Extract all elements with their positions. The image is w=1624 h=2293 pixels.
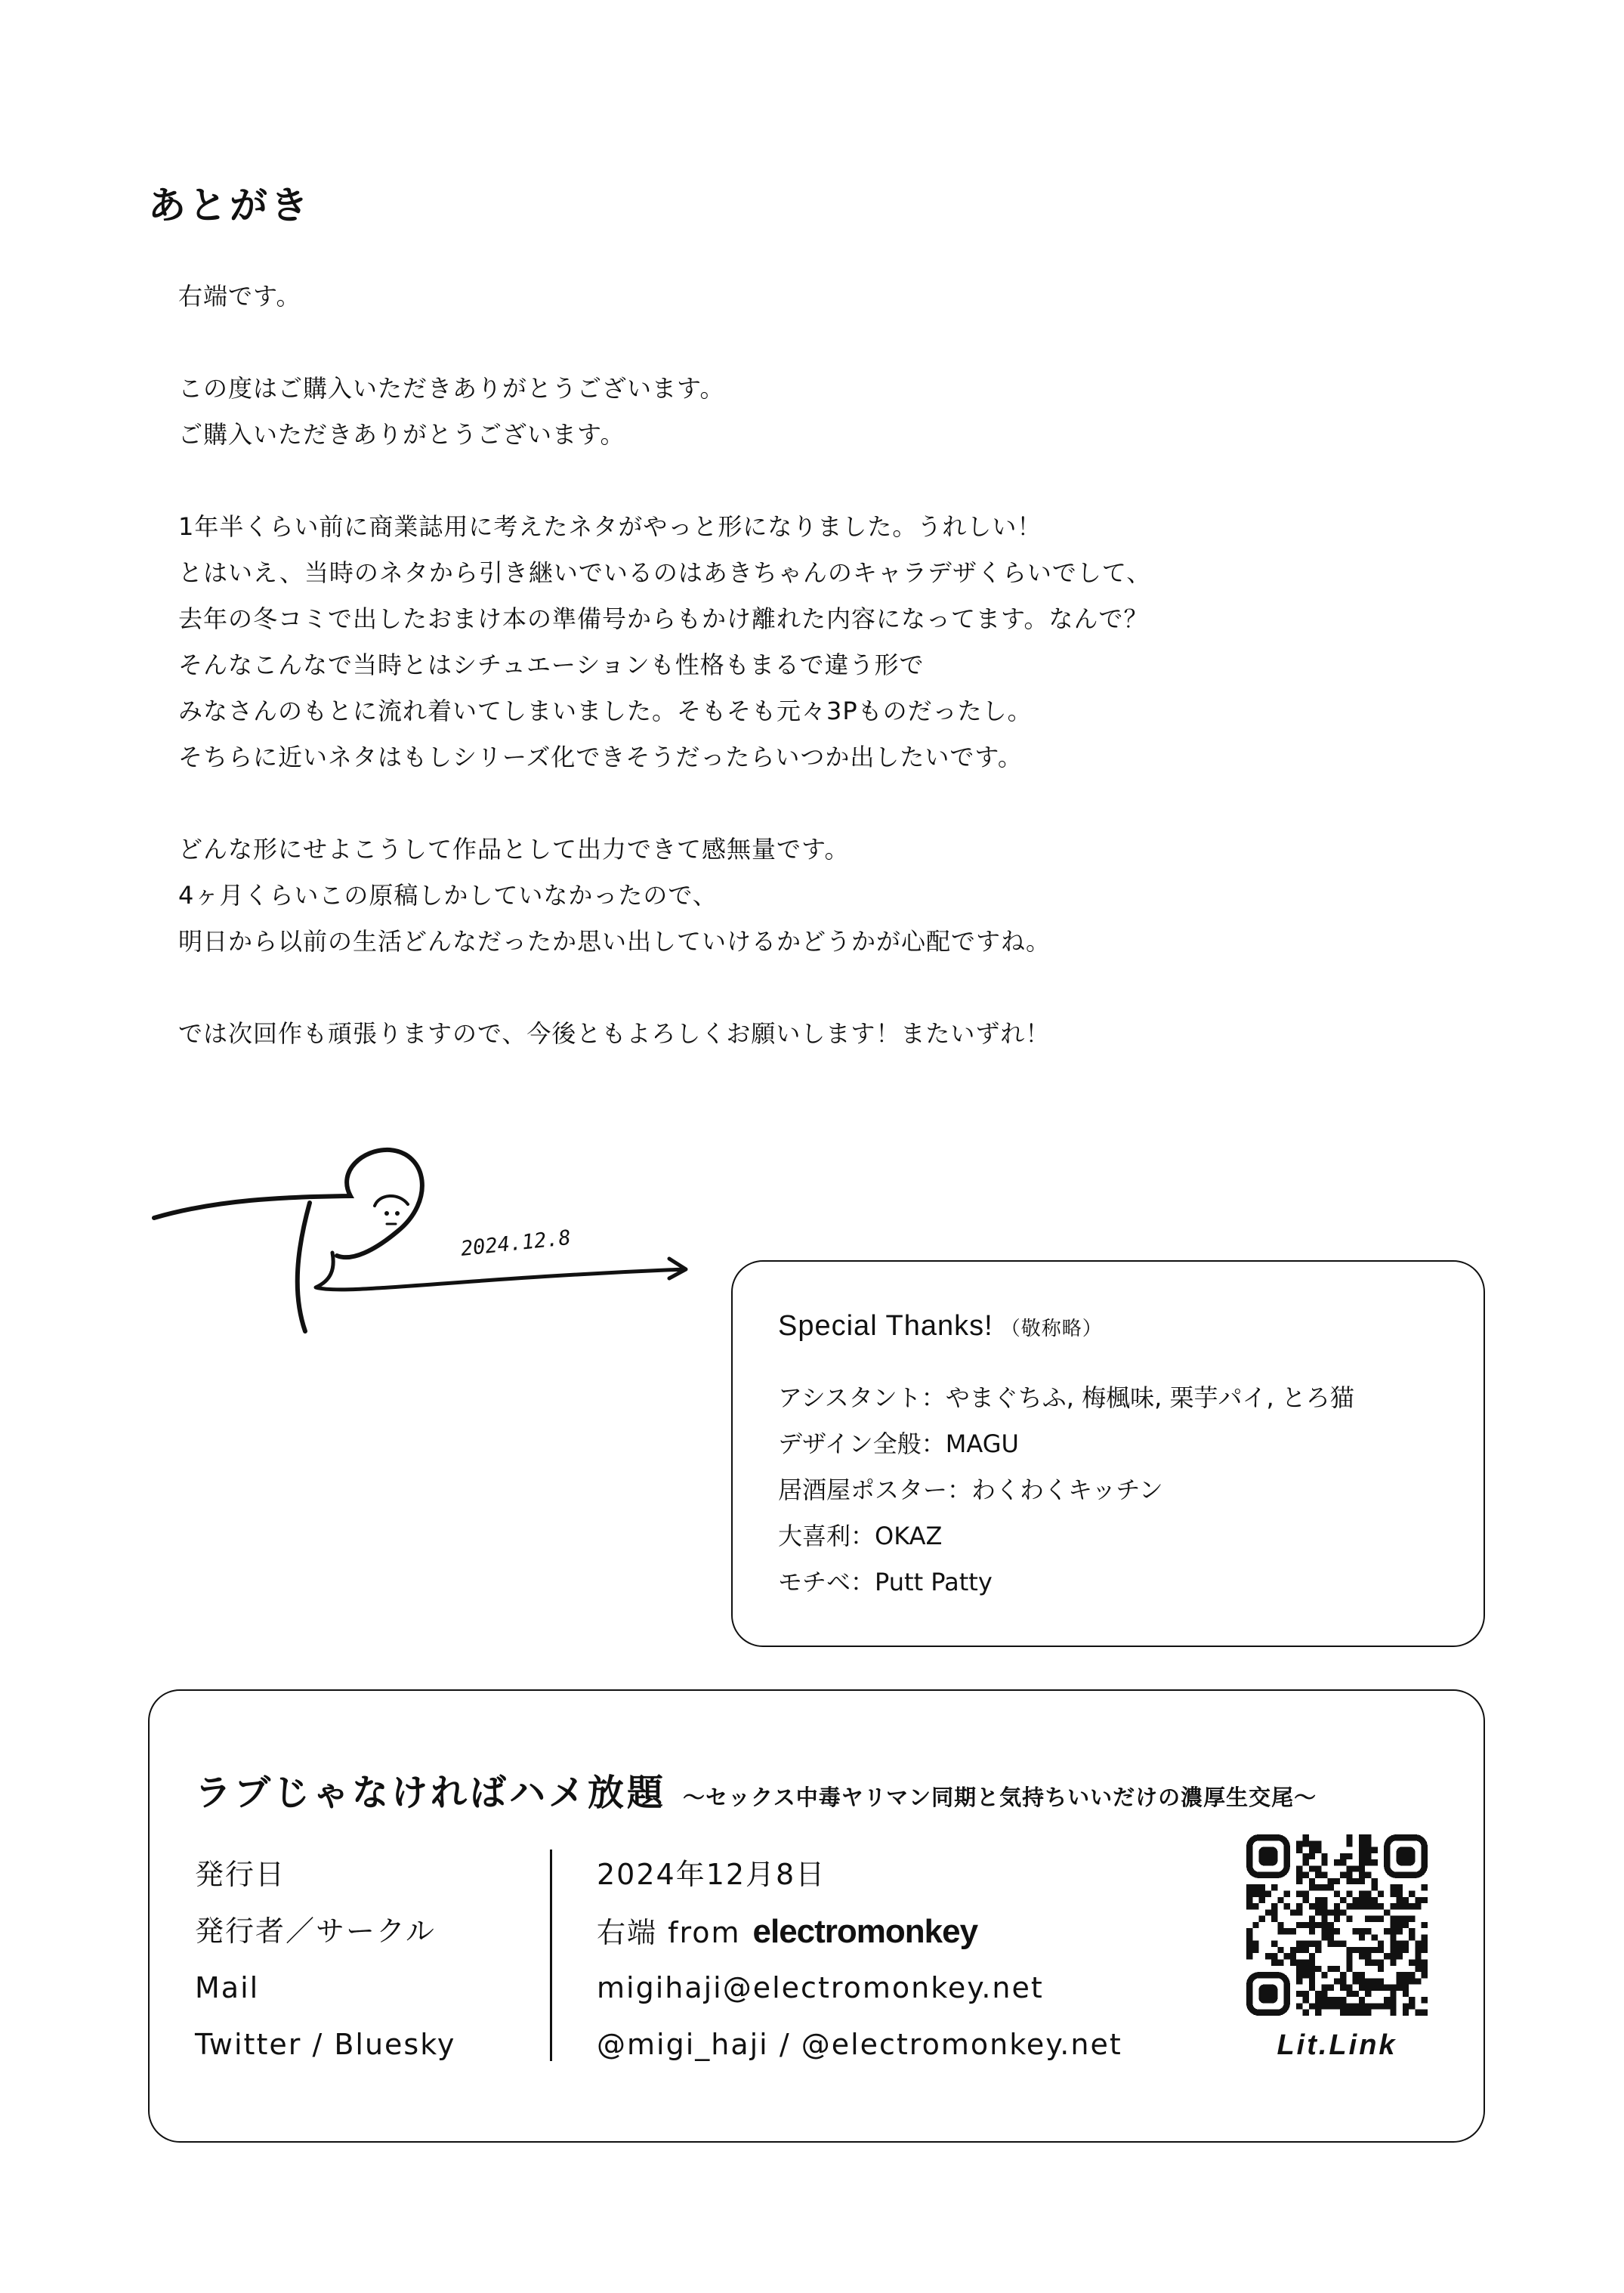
afterword-heading: あとがき <box>148 184 311 227</box>
afterword-line: では次回作も頑張りますので、今後ともよろしくお願いします！またいずれ！ <box>178 1019 1051 1048</box>
colophon-labels <box>195 1846 455 2073</box>
book-subtitle: ～セックス中毒ヤリマン同期と気持ちいいだけの濃厚生交尾～ <box>683 1785 1317 1810</box>
thanks-item: アシスタント：やまぐちふ, 梅楓味, 栗芋パイ, とろ猫 <box>778 1383 1354 1412</box>
afterword-line: 明日から以前の生活どんなだったか思い出していけるかどうかが心配ですね。 <box>178 927 1051 956</box>
colophon-box <box>148 1689 1485 2143</box>
book-title <box>195 1763 1317 1816</box>
special-thanks-list <box>778 1375 1354 1605</box>
thanks-item: デザイン全般：MAGU <box>778 1429 1019 1458</box>
electromonkey-logo: electromonkey <box>752 1913 978 1950</box>
afterword-line: 4ヶ月くらいこの原稿しかしていなかったので、 <box>178 881 718 910</box>
afterword-line: ご購入いただきありがとうございます。 <box>178 420 625 449</box>
paragraph-gap <box>178 320 1151 366</box>
paragraph-gap <box>178 965 1151 1011</box>
afterword-line: とはいえ、当時のネタから引き継いでいるのはあきちゃんのキャラデザくらいでして、 <box>178 558 1152 587</box>
thanks-item: 大喜利：OKAZ <box>778 1522 943 1550</box>
paragraph-gap <box>178 458 1151 504</box>
label-release-date: 発行日 <box>195 1858 286 1891</box>
qr-code-icon[interactable] <box>1246 1834 1428 2016</box>
afterword-line: この度はご購入いただきありがとうございます。 <box>178 374 725 403</box>
special-thanks-box <box>731 1260 1485 1647</box>
thanks-item: モチベ：Putt Patty <box>778 1568 993 1596</box>
label-mail: Mail <box>195 1971 260 2004</box>
signature-date: 2024.12.8 <box>459 1225 573 1261</box>
label-social: Twitter / Bluesky <box>195 2028 456 2061</box>
colophon-values <box>597 1846 1122 2073</box>
colophon-divider <box>550 1850 552 2061</box>
afterword-line: 去年の冬コミで出したおまけ本の準備号からもかけ離れた内容になってます。なんで？ <box>178 604 1149 633</box>
handwritten-signature <box>148 1118 699 1360</box>
release-date-value: 2024年12月8日 <box>597 1858 826 1891</box>
paragraph-gap <box>178 780 1151 827</box>
social-value: @migi_haji / @electromonkey.net <box>597 2028 1122 2061</box>
afterword-line: 右端です。 <box>178 282 301 311</box>
litlink-label: Lit.Link <box>1277 2029 1397 2061</box>
afterword-line: 1年半くらい前に商業誌用に考えたネタがやっと形になりました。うれしい！ <box>178 512 1042 541</box>
afterword-body <box>178 273 1151 1057</box>
afterword-line: そんなこんなで当時とはシチュエーションも性格もまるで違う形で <box>178 651 925 679</box>
afterword-line: どんな形にせよこうして作品として出力できて感無量です。 <box>178 835 850 864</box>
book-title-main: ラブじゃなければハメ放題 <box>195 1772 667 1814</box>
mail-value: migihaji@electromonkey.net <box>597 1971 1044 2004</box>
special-thanks-title: Special Thanks! （敬称略） <box>778 1310 1103 1342</box>
publisher-value: 右端 from electromonkey <box>597 1913 978 1950</box>
afterword-line: みなさんのもとに流れ着いてしまいました。そもそも元々3Pものだったし。 <box>178 697 1033 725</box>
honorific-note: （敬称略） <box>1000 1318 1103 1340</box>
thanks-item: 居酒屋ポスター：わくわくキッチン <box>778 1476 1163 1504</box>
label-publisher: 発行者／サークル <box>195 1914 436 1948</box>
afterword-line: そちらに近いネタはもしシリーズ化できそうだったらいつか出したいです。 <box>178 743 1023 771</box>
